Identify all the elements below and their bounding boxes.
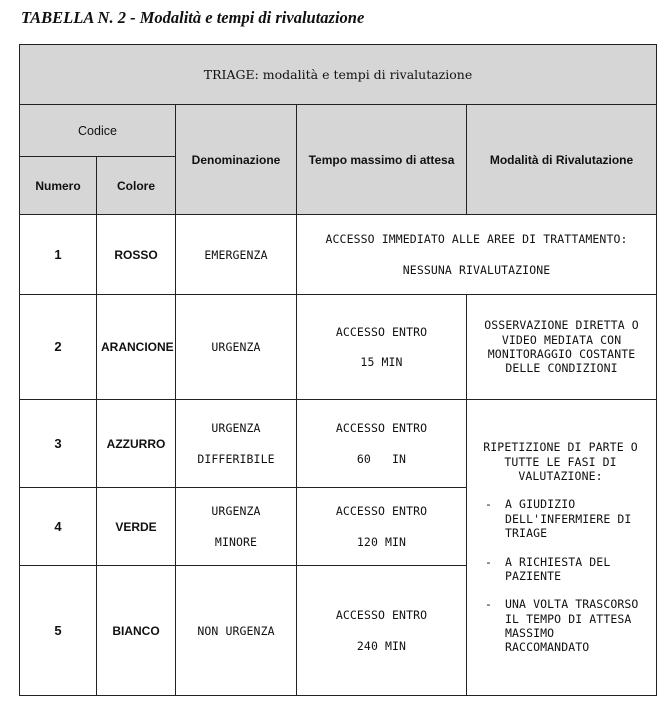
tempo-cell: ACCESSO ENTRO 240 MIN (297, 566, 467, 696)
table-title: TRIAGE: modalità e tempi di rivalutazione (203, 66, 473, 82)
denominazione-cell: URGENZA MINORE (176, 488, 297, 566)
table-caption: TABELLA N. 2 - Modalità e tempi di rivalutazione (21, 8, 365, 27)
list-item: - UNA VOLTA TRASCORSO IL TEMPO DI ATTESA MASSIMO RACCOMANDATO (481, 597, 646, 655)
tempo-cell: ACCESSO ENTRO 60 IN (297, 400, 467, 488)
numero-cell: 1 (20, 215, 97, 295)
denominazione-cell: NON URGENZA (176, 566, 297, 696)
table-title-cell (20, 45, 657, 105)
modalita-cell: OSSERVAZIONE DIRETTA O VIDEO MEDIATA CON MONITORAGGIO COSTANTE DELLE CONDIZIONI (467, 295, 657, 400)
denominazione-cell: URGENZA DIFFERIBILE (176, 400, 297, 488)
header-numero: Numero (20, 157, 97, 215)
header-codice: Codice (20, 105, 176, 157)
header-modalita: Modalità di Rivalutazione (467, 105, 657, 215)
colore-cell: ARANCIONE (97, 295, 176, 400)
table-row (20, 295, 657, 400)
colore-cell: ROSSO (97, 215, 176, 295)
modalita-bullets (481, 497, 646, 654)
colore-cell: BIANCO (97, 566, 176, 696)
tempo-cell: ACCESSO ENTRO 15 MIN (297, 295, 467, 400)
triage-table (19, 44, 657, 696)
modalita-shared-cell (467, 400, 657, 696)
header-row-1 (20, 105, 657, 157)
denominazione-cell: EMERGENZA (176, 215, 297, 295)
tempo-cell: ACCESSO ENTRO 120 MIN (297, 488, 467, 566)
list-item: - A RICHIESTA DEL PAZIENTE (481, 555, 646, 584)
list-item: - A GIUDIZIO DELL'INFERMIERE DI TRIAGE (481, 497, 646, 540)
title-row (20, 45, 657, 105)
table-row (20, 400, 657, 488)
table-row (20, 215, 657, 295)
numero-cell: 2 (20, 295, 97, 400)
denominazione-cell: URGENZA (176, 295, 297, 400)
numero-cell: 5 (20, 566, 97, 696)
colore-cell: AZZURRO (97, 400, 176, 488)
numero-cell: 3 (20, 400, 97, 488)
header-denominazione: Denominazione (176, 105, 297, 215)
modalita-intro: RIPETIZIONE DI PARTE O TUTTE LE FASI DI VALUTAZIONE: (483, 440, 638, 483)
header-colore: Colore (97, 157, 176, 215)
header-tempo: Tempo massimo di attesa (297, 105, 467, 215)
colore-cell: VERDE (97, 488, 176, 566)
numero-cell: 4 (20, 488, 97, 566)
tempo-cell: ACCESSO IMMEDIATO ALLE AREE DI TRATTAMENTO: NESSUNA RIVALUTAZIONE (297, 215, 657, 295)
